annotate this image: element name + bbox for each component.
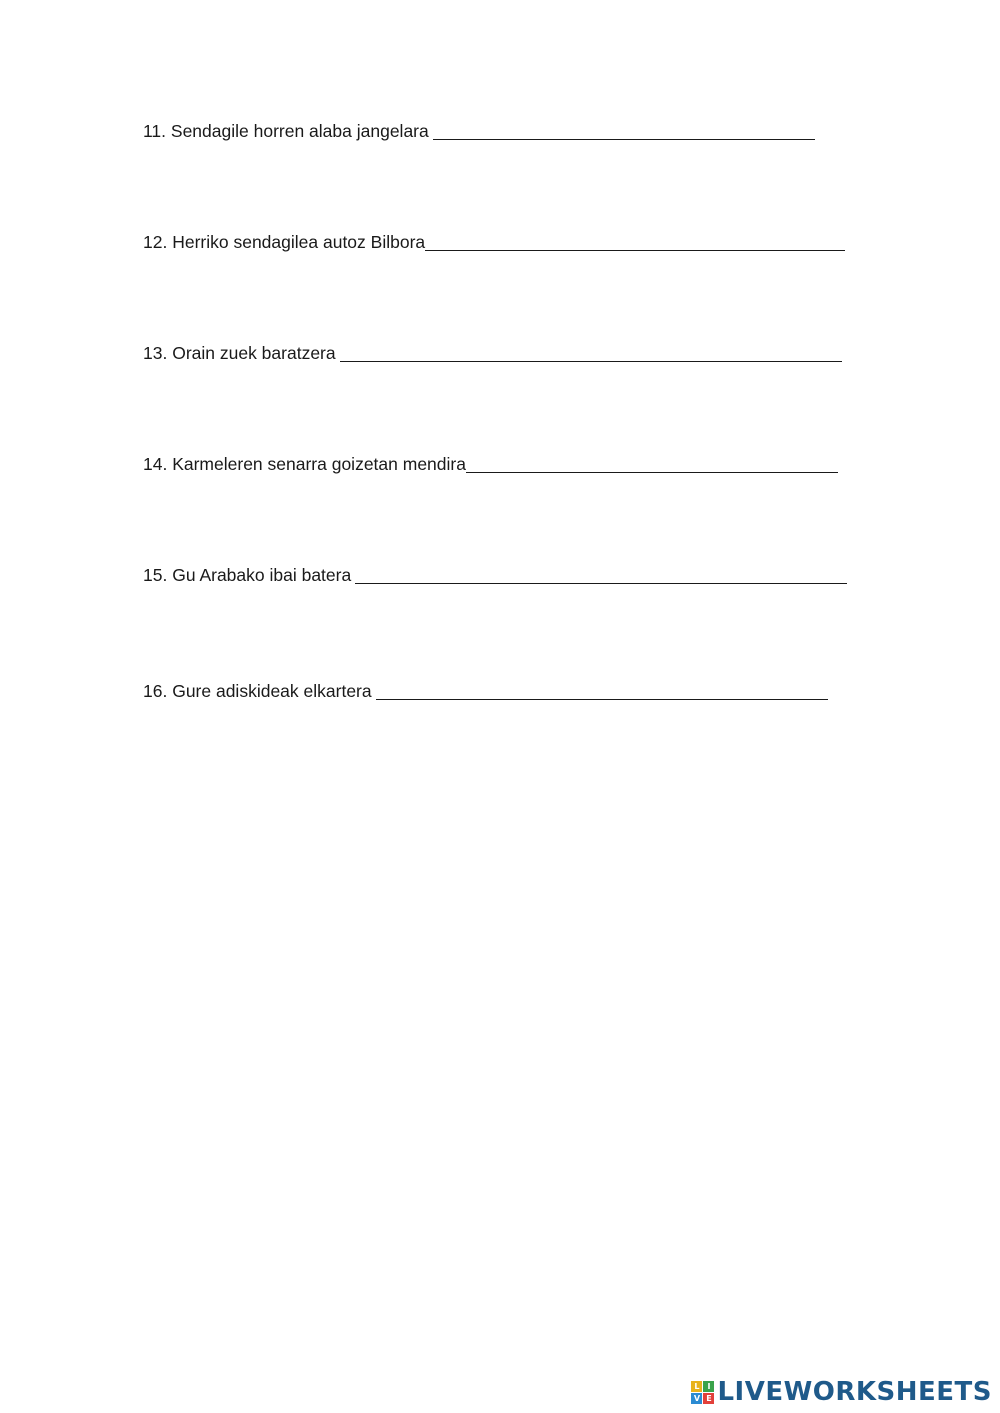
item-number: 13. xyxy=(143,343,168,363)
exercise-item-15 xyxy=(143,563,847,586)
item-number: 15. xyxy=(143,565,168,585)
liveworksheets-logo xyxy=(691,1377,992,1407)
answer-blank-14[interactable] xyxy=(466,452,838,473)
item-number: 14. xyxy=(143,454,168,474)
logo-mark-tile: L xyxy=(691,1381,702,1392)
logo-mark-tile: E xyxy=(703,1393,714,1404)
item-number: 11. xyxy=(143,121,167,141)
item-prompt: Gure adiskideak elkartera xyxy=(172,681,372,701)
exercise-item-11 xyxy=(143,119,815,142)
item-prompt: Orain zuek baratzera xyxy=(172,343,336,363)
item-prompt: Karmeleren senarra goizetan mendira xyxy=(172,454,466,474)
logo-mark-tile: I xyxy=(703,1381,714,1392)
exercise-item-14 xyxy=(143,452,838,475)
answer-blank-12[interactable] xyxy=(425,230,845,251)
exercise-item-13 xyxy=(143,341,842,364)
logo-mark-tile: V xyxy=(691,1393,702,1404)
item-prompt: Herriko sendagilea autoz Bilbora xyxy=(172,232,426,252)
item-number: 16. xyxy=(143,681,168,701)
item-prompt: Gu Arabako ibai batera xyxy=(172,565,352,585)
logo-mark-icon xyxy=(691,1381,714,1404)
exercise-item-16 xyxy=(143,679,828,702)
exercise-item-12 xyxy=(143,230,845,253)
logo-text: LIVEWORKSHEETS xyxy=(717,1377,992,1407)
item-number: 12. xyxy=(143,232,168,252)
answer-blank-15[interactable] xyxy=(355,563,847,584)
answer-blank-16[interactable] xyxy=(376,679,828,700)
answer-blank-13[interactable] xyxy=(340,341,842,362)
answer-blank-11[interactable] xyxy=(433,119,815,140)
item-prompt: Sendagile horren alaba jangelara xyxy=(170,121,429,141)
